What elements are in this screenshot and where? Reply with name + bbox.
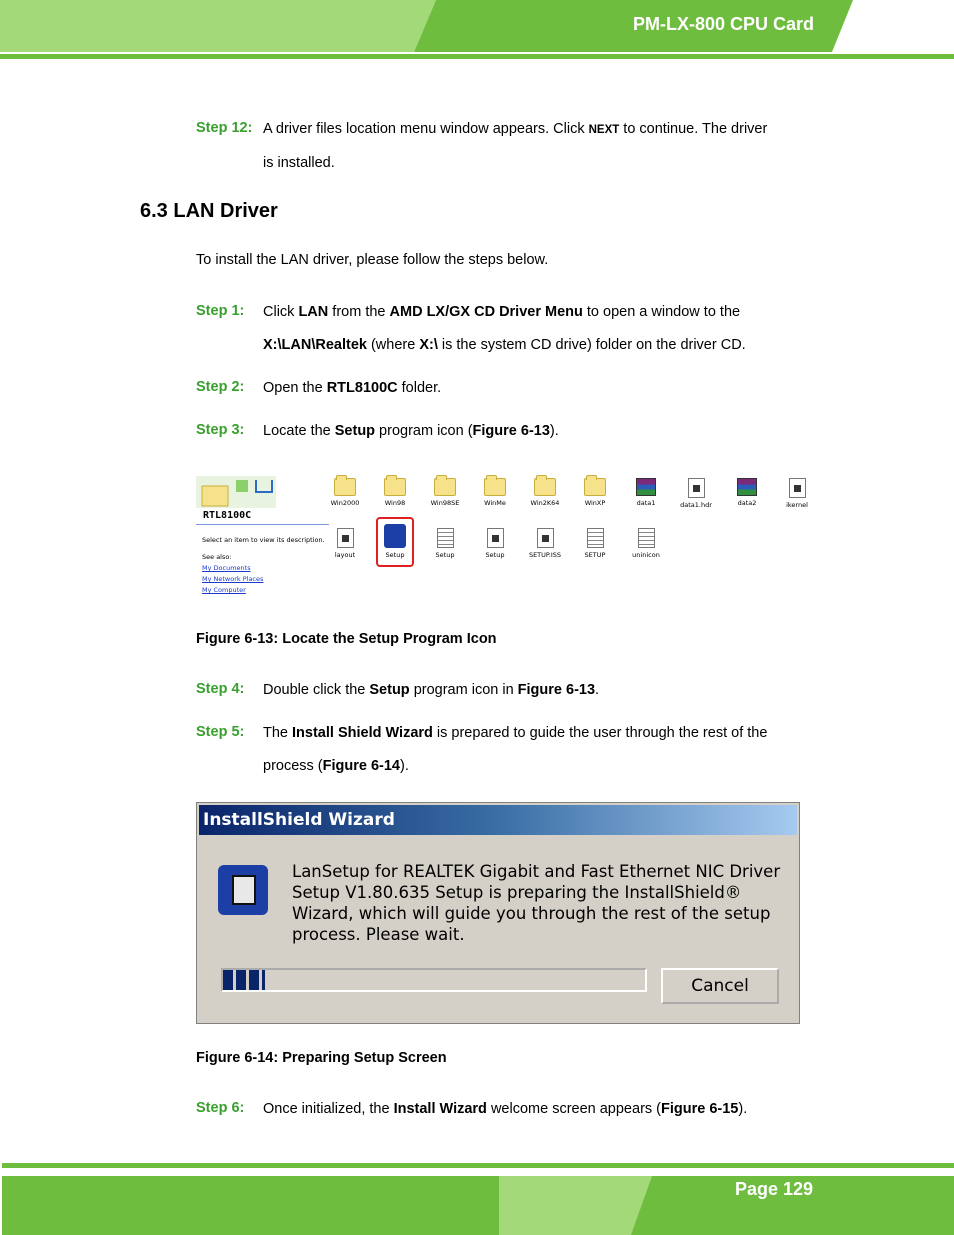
- figure-6-14-caption: Figure 6-14: Preparing Setup Screen: [196, 1050, 447, 1066]
- step-3-text: Locate the Setup program icon (Figure 6-13).: [263, 423, 559, 439]
- step-6-label: Step 6:: [196, 1100, 245, 1116]
- file-data1-hdr[interactable]: data1.hdr: [676, 478, 716, 509]
- step-12-label: Step 12:: [196, 120, 253, 136]
- setup-highlight: [376, 517, 414, 567]
- step-5-label: Step 5:: [196, 724, 245, 740]
- folder-winme[interactable]: WinMe: [475, 478, 515, 507]
- folder-win98se[interactable]: Win98SE: [425, 478, 465, 507]
- cancel-button[interactable]: Cancel: [661, 968, 779, 1004]
- section-intro: To install the LAN driver, please follow the steps below.: [196, 252, 549, 268]
- file-icon: [688, 478, 705, 498]
- progress-fill: [223, 970, 265, 990]
- step-2-label: Step 2:: [196, 379, 245, 395]
- file-layout[interactable]: layout: [325, 528, 365, 559]
- section-heading: 6.3 LAN Driver: [140, 200, 278, 222]
- archive-icon: [737, 478, 757, 496]
- file-setup-iss[interactable]: SETUP.ISS: [525, 528, 565, 559]
- step-1-text: Click LAN from the AMD LX/GX CD Driver Menu to open a window to the: [263, 304, 741, 320]
- archive-icon: [636, 478, 656, 496]
- folder-title: RTL8100C: [203, 510, 252, 521]
- link-my-network-places[interactable]: My Network Places: [202, 575, 264, 583]
- file-icon: [537, 528, 554, 548]
- installshield-icon: [218, 865, 268, 915]
- file-icon: [789, 478, 806, 498]
- folder-icon: [334, 478, 356, 496]
- folder-win2k64[interactable]: Win2K64: [525, 478, 565, 507]
- progress-bar: [221, 968, 647, 992]
- folder-win2000[interactable]: Win2000: [325, 478, 365, 507]
- folder-winxp[interactable]: WinXP: [575, 478, 615, 507]
- link-my-documents[interactable]: My Documents: [202, 564, 251, 572]
- folder-win98[interactable]: Win98: [375, 478, 415, 507]
- side-description: Select an item to view its description.: [202, 536, 325, 544]
- step-4-label: Step 4:: [196, 681, 245, 697]
- folder-icon: [584, 478, 606, 496]
- figure-6-14-installshield-dialog: [196, 802, 800, 1024]
- step-1-label: Step 1:: [196, 303, 245, 319]
- figure-6-13-caption: Figure 6-13: Locate the Setup Program Icon: [196, 631, 497, 647]
- step-4-text: Double click the Setup program icon in Figure 6-13.: [263, 682, 600, 698]
- step-12-text: A driver files location menu window appears. Click NEXT to continue. The driver: [263, 121, 768, 137]
- file-setup-exe[interactable]: Setup: [375, 524, 415, 559]
- file-icon: [337, 528, 354, 548]
- folder-banner-icon: [196, 476, 276, 508]
- step-6-text: Once initialized, the Install Wizard welcome screen appears (Figure 6-15).: [263, 1101, 748, 1117]
- page-number: Page 129: [734, 1179, 813, 1199]
- side-see-also: See also:: [202, 553, 232, 561]
- folder-icon: [534, 478, 556, 496]
- folder-icon: [384, 478, 406, 496]
- figure-6-13-explorer: [196, 474, 816, 602]
- step-5-text: The Install Shield Wizard is prepared to guide the user through the rest of the: [263, 725, 768, 741]
- side-divider: [196, 524, 329, 525]
- folder-icon: [484, 478, 506, 496]
- file-uninicon[interactable]: uninicon: [626, 528, 666, 559]
- header-title: PM-LX-800 CPU Card: [632, 14, 814, 34]
- step-5-text-cont: process (Figure 6-14).: [263, 758, 409, 774]
- file-data2[interactable]: data2: [727, 478, 767, 507]
- step-2-text: Open the RTL8100C folder.: [263, 380, 442, 396]
- file-setup-ini[interactable]: Setup: [425, 528, 465, 559]
- file-icon: [487, 528, 504, 548]
- text-file-icon: [638, 528, 655, 548]
- folder-icon: [434, 478, 456, 496]
- step-3-label: Step 3:: [196, 422, 245, 438]
- step-12-text-cont: is installed.: [263, 155, 335, 171]
- dialog-message: LanSetup for REALTEK Gigabit and Fast Ethernet NIC Driver Setup V1.80.635 Setup is preparing the InstallShield® Wizard, which will guide you through the rest of the setup process. Please wait.: [292, 862, 781, 944]
- text-file-icon: [587, 528, 604, 548]
- file-data1[interactable]: data1: [626, 478, 666, 507]
- text-file-icon: [437, 528, 454, 548]
- dialog-title: InstallShield Wizard: [199, 805, 797, 835]
- file-ikernel[interactable]: ikernel: [777, 478, 817, 509]
- step-1-text-cont: X:\LAN\Realtek (where X:\ is the system CD drive) folder on the driver CD.: [263, 337, 746, 353]
- file-setup-inx[interactable]: Setup: [475, 528, 515, 559]
- file-setup[interactable]: SETUP: [575, 528, 615, 559]
- link-my-computer[interactable]: My Computer: [202, 586, 246, 594]
